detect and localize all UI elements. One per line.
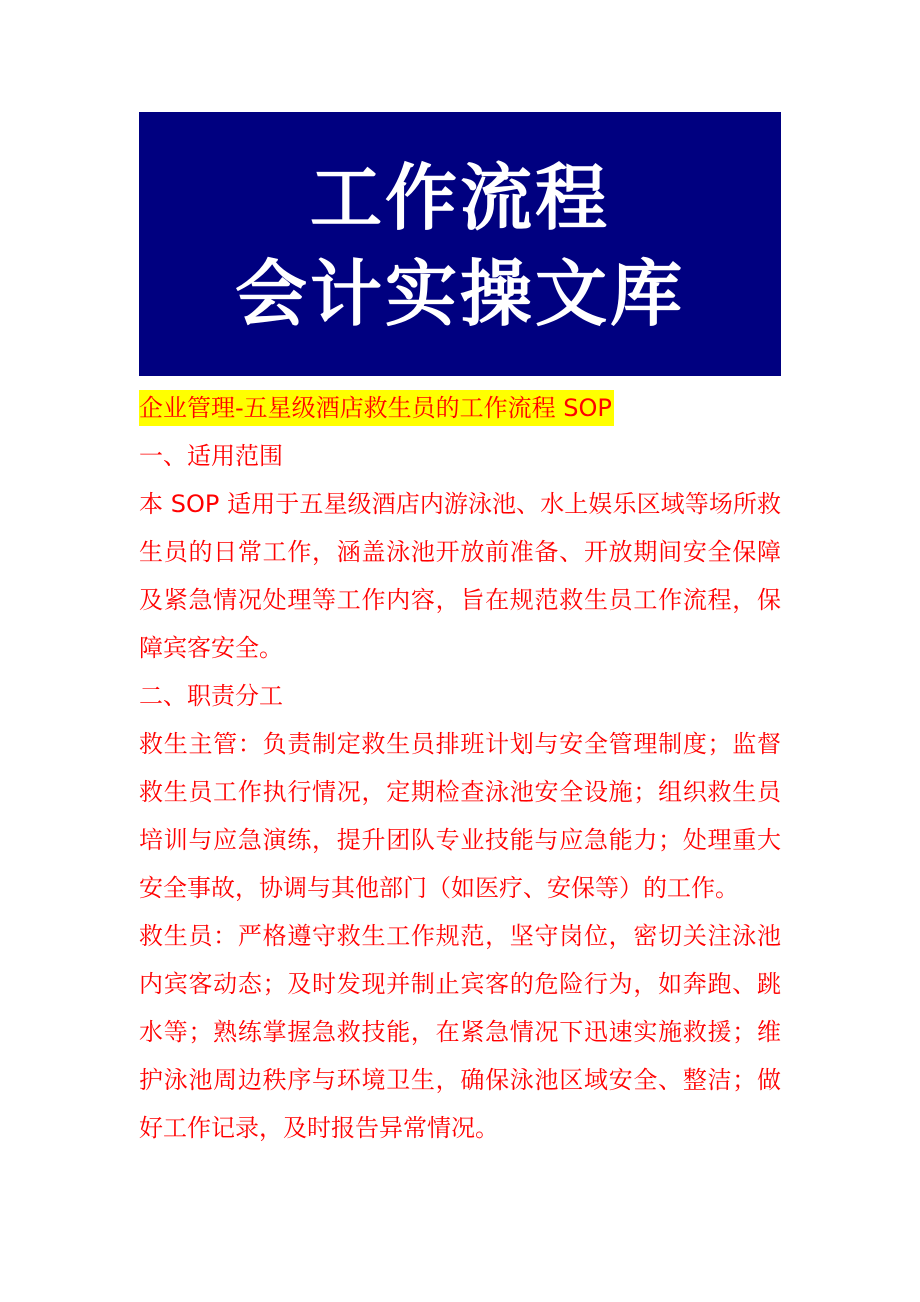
scope-paragraph: 本 SOP 适用于五星级酒店内游泳池、水上娱乐区域等场所救生员的日常工作，涵盖泳池开放前准备、开放期间安全保障及紧急情况处理等工作内容，旨在规范救生员工作流程，保障宾客安全。: [139, 490, 781, 662]
section-heading-responsibilities: 二、职责分工: [139, 682, 283, 710]
section-heading-scope: 一、适用范围: [139, 442, 283, 470]
cover-banner: [139, 112, 781, 376]
lifeguard-duties-paragraph: 救生员：严格遵守救生工作规范，坚守岗位，密切关注泳池内宾客动态；及时发现并制止宾客的危险行为，如奔跑、跳水等；熟练掌握急救技能，在紧急情况下迅速实施救援；维护泳池周边秩序与环境卫生，确保泳池区域安全、整洁；做好工作记录，及时报告异常情况。: [139, 922, 781, 1142]
banner-title-line-1: 工作流程: [309, 156, 610, 240]
document-body: [139, 384, 781, 1152]
supervisor-duties-paragraph: 救生主管：负责制定救生员排班计划与安全管理制度；监督救生员工作执行情况，定期检查泳池安全设施；组织救生员培训与应急演练，提升团队专业技能与应急能力；处理重大安全事故，协调与其他部门（如医疗、安保等）的工作。: [139, 730, 781, 902]
document-title: 企业管理-五星级酒店救生员的工作流程 SOP: [139, 390, 614, 426]
banner-title-line-2: 会计实操文库: [234, 252, 685, 336]
